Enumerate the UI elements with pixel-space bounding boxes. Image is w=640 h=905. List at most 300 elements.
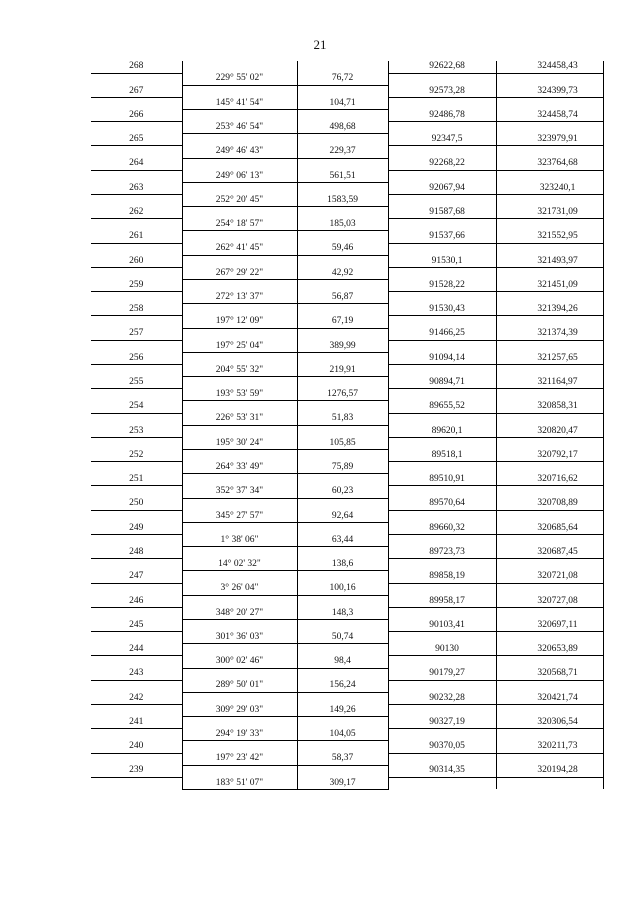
segment-row — [91, 195, 603, 207]
point-number: 251 — [91, 474, 182, 486]
coordinate-y: 323764,68 — [496, 158, 603, 170]
point-number: 241 — [91, 717, 182, 729]
point-number: 247 — [91, 571, 182, 583]
segment-length: 56,87 — [297, 292, 388, 304]
direction-angle: 1° 38' 06" — [182, 534, 297, 546]
coordinate-x: 89858,19 — [388, 571, 496, 583]
segment-length: 104,71 — [297, 97, 388, 109]
coordinate-y: 324458,74 — [496, 110, 603, 122]
segment-length: 50,74 — [297, 632, 388, 644]
empty-cell — [496, 486, 603, 498]
empty-cell — [182, 619, 297, 631]
page-number: 21 — [313, 37, 327, 52]
direction-angle: 249° 06' 13" — [182, 170, 297, 182]
empty-cell — [91, 583, 182, 595]
empty-cell — [388, 437, 496, 449]
segment-length: 149,26 — [297, 704, 388, 716]
segment-row — [91, 583, 603, 595]
coordinate-x: 89570,64 — [388, 498, 496, 510]
empty-cell — [91, 267, 182, 279]
empty-cell — [91, 510, 182, 522]
empty-cell — [297, 85, 388, 97]
empty-cell — [297, 352, 388, 364]
empty-cell — [91, 195, 182, 207]
segment-row — [91, 122, 603, 134]
coordinate-x: 90314,35 — [388, 765, 496, 777]
coordinate-x: 91528,22 — [388, 280, 496, 292]
empty-cell — [91, 413, 182, 425]
point-number: 255 — [91, 377, 182, 389]
empty-cell — [388, 729, 496, 741]
empty-cell — [297, 110, 388, 122]
point-row — [91, 644, 603, 656]
empty-cell — [182, 644, 297, 656]
empty-cell — [496, 219, 603, 231]
empty-cell — [496, 632, 603, 644]
empty-cell — [182, 158, 297, 170]
segment-row — [91, 340, 603, 352]
empty-cell — [182, 182, 297, 194]
empty-cell — [388, 340, 496, 352]
coordinate-x: 90894,71 — [388, 377, 496, 389]
segment-length: 98,4 — [297, 656, 388, 668]
empty-cell — [496, 146, 603, 158]
point-row — [91, 377, 603, 389]
coordinate-x: 91466,25 — [388, 328, 496, 340]
segment-row — [91, 486, 603, 498]
empty-cell — [388, 510, 496, 522]
segment-length: 67,19 — [297, 316, 388, 328]
segment-length: 104,05 — [297, 729, 388, 741]
coordinate-y: 320716,62 — [496, 474, 603, 486]
empty-cell — [297, 401, 388, 413]
segment-length: 105,85 — [297, 437, 388, 449]
point-number: 265 — [91, 134, 182, 146]
point-row — [91, 571, 603, 583]
empty-cell — [182, 207, 297, 219]
point-number: 263 — [91, 182, 182, 194]
empty-cell — [496, 97, 603, 109]
coordinate-y: 320792,17 — [496, 450, 603, 462]
coordinate-x: 91587,68 — [388, 207, 496, 219]
empty-cell — [91, 462, 182, 474]
point-number: 250 — [91, 498, 182, 510]
coordinate-x: 92067,94 — [388, 182, 496, 194]
segment-length: 63,44 — [297, 534, 388, 546]
segment-row — [91, 632, 603, 644]
empty-cell — [297, 134, 388, 146]
coordinate-x: 91530,43 — [388, 304, 496, 316]
coordinates-table-body — [91, 61, 603, 789]
empty-cell — [496, 413, 603, 425]
empty-cell — [297, 182, 388, 194]
empty-cell — [496, 437, 603, 449]
direction-angle: 301° 36' 03" — [182, 632, 297, 644]
point-number: 244 — [91, 644, 182, 656]
coordinate-y: 321731,09 — [496, 207, 603, 219]
empty-cell — [496, 583, 603, 595]
point-number: 245 — [91, 619, 182, 631]
empty-cell — [496, 510, 603, 522]
empty-cell — [496, 753, 603, 765]
empty-cell — [182, 450, 297, 462]
empty-cell — [297, 328, 388, 340]
direction-angle: 14° 02' 32" — [182, 559, 297, 571]
empty-cell — [388, 704, 496, 716]
empty-cell — [297, 717, 388, 729]
point-row — [91, 450, 603, 462]
direction-angle: 267° 29' 22" — [182, 267, 297, 279]
point-row — [91, 255, 603, 267]
point-row — [91, 401, 603, 413]
empty-cell — [496, 462, 603, 474]
coordinate-x: 90232,28 — [388, 692, 496, 704]
coordinate-x: 90327,19 — [388, 717, 496, 729]
empty-cell — [388, 656, 496, 668]
point-number: 239 — [91, 765, 182, 777]
point-row — [91, 231, 603, 243]
empty-cell — [297, 668, 388, 680]
point-number: 261 — [91, 231, 182, 243]
coordinate-y: 320687,45 — [496, 547, 603, 559]
empty-cell — [182, 425, 297, 437]
coordinate-x: 92622,68 — [388, 61, 496, 73]
empty-cell — [496, 170, 603, 182]
direction-angle: 254° 18' 57" — [182, 219, 297, 231]
empty-cell — [182, 280, 297, 292]
empty-cell — [297, 547, 388, 559]
point-number: 248 — [91, 547, 182, 559]
segment-row — [91, 97, 603, 109]
point-number: 266 — [91, 110, 182, 122]
segment-row — [91, 267, 603, 279]
segment-length: 219,91 — [297, 365, 388, 377]
empty-cell — [388, 73, 496, 85]
direction-angle: 352° 37' 34" — [182, 486, 297, 498]
empty-cell — [297, 741, 388, 753]
direction-angle: 264° 33' 49" — [182, 462, 297, 474]
empty-cell — [496, 704, 603, 716]
empty-cell — [496, 534, 603, 546]
segment-row — [91, 777, 603, 789]
point-row — [91, 547, 603, 559]
empty-cell — [297, 522, 388, 534]
segment-length: 148,3 — [297, 607, 388, 619]
empty-cell — [182, 668, 297, 680]
coordinate-y: 320685,64 — [496, 522, 603, 534]
empty-cell — [182, 522, 297, 534]
coordinate-x: 89518,1 — [388, 450, 496, 462]
point-number: 246 — [91, 595, 182, 607]
empty-cell — [182, 717, 297, 729]
direction-angle: 226° 53' 31" — [182, 413, 297, 425]
point-row — [91, 619, 603, 631]
empty-cell — [91, 73, 182, 85]
empty-cell — [297, 425, 388, 437]
empty-cell — [182, 377, 297, 389]
direction-angle: 253° 46' 54" — [182, 122, 297, 134]
point-row — [91, 207, 603, 219]
empty-cell — [182, 498, 297, 510]
coordinate-y: 324458,43 — [496, 61, 603, 73]
coordinate-x: 91530,1 — [388, 255, 496, 267]
empty-cell — [297, 498, 388, 510]
empty-cell — [388, 170, 496, 182]
empty-cell — [182, 134, 297, 146]
direction-angle: 193° 53' 59" — [182, 389, 297, 401]
coordinate-y: 321374,39 — [496, 328, 603, 340]
coordinates-table — [91, 61, 604, 790]
empty-cell — [182, 85, 297, 97]
segment-row — [91, 413, 603, 425]
point-row — [91, 474, 603, 486]
segment-row — [91, 656, 603, 668]
empty-cell — [182, 547, 297, 559]
point-number: 242 — [91, 692, 182, 704]
empty-cell — [388, 680, 496, 692]
empty-cell — [496, 729, 603, 741]
empty-cell — [182, 692, 297, 704]
segment-row — [91, 389, 603, 401]
empty-cell — [91, 292, 182, 304]
coordinate-x: 92486,78 — [388, 110, 496, 122]
point-number: 268 — [91, 61, 182, 73]
empty-cell — [91, 219, 182, 231]
empty-cell — [388, 97, 496, 109]
empty-cell — [388, 316, 496, 328]
empty-cell — [388, 534, 496, 546]
direction-angle: 195° 30' 24" — [182, 437, 297, 449]
empty-cell — [496, 195, 603, 207]
empty-cell — [388, 607, 496, 619]
point-number: 254 — [91, 401, 182, 413]
coordinate-x: 90103,41 — [388, 619, 496, 631]
empty-cell — [182, 595, 297, 607]
segment-length: 76,72 — [297, 73, 388, 85]
empty-cell — [496, 243, 603, 255]
empty-cell — [182, 304, 297, 316]
coordinate-y: 320708,89 — [496, 498, 603, 510]
segment-length: 42,92 — [297, 267, 388, 279]
point-number: 258 — [91, 304, 182, 316]
segment-row — [91, 292, 603, 304]
direction-angle: 345° 27' 57" — [182, 510, 297, 522]
coordinate-y: 321257,65 — [496, 352, 603, 364]
empty-cell — [182, 110, 297, 122]
empty-cell — [388, 583, 496, 595]
segment-row — [91, 753, 603, 765]
empty-cell — [91, 122, 182, 134]
empty-cell — [496, 680, 603, 692]
point-row — [91, 85, 603, 97]
empty-cell — [91, 680, 182, 692]
coordinate-y: 321493,97 — [496, 255, 603, 267]
point-row — [91, 765, 603, 777]
point-number: 259 — [91, 280, 182, 292]
direction-angle: 252° 20' 45" — [182, 195, 297, 207]
empty-cell — [297, 280, 388, 292]
segment-row — [91, 704, 603, 716]
coordinate-y: 320721,08 — [496, 571, 603, 583]
segment-row — [91, 316, 603, 328]
empty-cell — [388, 389, 496, 401]
empty-cell — [182, 352, 297, 364]
empty-cell — [496, 365, 603, 377]
coordinate-x: 89620,1 — [388, 425, 496, 437]
direction-angle: 229° 55' 02" — [182, 73, 297, 85]
empty-cell — [297, 765, 388, 777]
empty-cell — [496, 292, 603, 304]
coordinate-x: 92268,22 — [388, 158, 496, 170]
empty-cell — [91, 365, 182, 377]
segment-length: 58,37 — [297, 753, 388, 765]
empty-cell — [91, 534, 182, 546]
empty-cell — [496, 340, 603, 352]
empty-cell — [297, 255, 388, 267]
point-number: 264 — [91, 158, 182, 170]
empty-cell — [182, 255, 297, 267]
coordinate-y: 320306,54 — [496, 717, 603, 729]
empty-cell — [297, 692, 388, 704]
segment-row — [91, 729, 603, 741]
point-number: 252 — [91, 450, 182, 462]
point-number: 260 — [91, 255, 182, 267]
empty-cell — [297, 304, 388, 316]
empty-cell — [388, 413, 496, 425]
point-row — [91, 425, 603, 437]
point-row — [91, 522, 603, 534]
coordinate-x: 89655,52 — [388, 401, 496, 413]
coordinate-y: 320697,11 — [496, 619, 603, 631]
point-row — [91, 182, 603, 194]
segment-length: 59,46 — [297, 243, 388, 255]
point-row — [91, 61, 603, 73]
segment-row — [91, 243, 603, 255]
empty-cell — [388, 146, 496, 158]
point-row — [91, 352, 603, 364]
point-row — [91, 280, 603, 292]
coordinate-y: 320421,74 — [496, 692, 603, 704]
point-row — [91, 668, 603, 680]
coordinate-y: 321552,95 — [496, 231, 603, 243]
direction-angle: 197° 25' 04" — [182, 340, 297, 352]
coordinate-y: 320820,47 — [496, 425, 603, 437]
coordinate-y: 321394,26 — [496, 304, 603, 316]
coordinate-y: 320568,71 — [496, 668, 603, 680]
empty-cell — [182, 401, 297, 413]
empty-cell — [297, 571, 388, 583]
point-row — [91, 692, 603, 704]
empty-cell — [91, 486, 182, 498]
point-row — [91, 304, 603, 316]
empty-cell — [91, 729, 182, 741]
empty-cell — [388, 267, 496, 279]
segment-length: 51,83 — [297, 413, 388, 425]
empty-cell — [91, 146, 182, 158]
empty-cell — [182, 328, 297, 340]
coordinate-x: 91537,66 — [388, 231, 496, 243]
empty-cell — [388, 365, 496, 377]
point-row — [91, 328, 603, 340]
empty-cell — [297, 474, 388, 486]
empty-cell — [91, 97, 182, 109]
coordinate-y: 320194,28 — [496, 765, 603, 777]
empty-cell — [91, 437, 182, 449]
empty-cell — [388, 462, 496, 474]
point-number: 267 — [91, 85, 182, 97]
coordinate-x: 90370,05 — [388, 741, 496, 753]
segment-length: 309,17 — [297, 777, 388, 789]
direction-angle: 204° 55' 32" — [182, 365, 297, 377]
segment-row — [91, 170, 603, 182]
empty-cell — [388, 486, 496, 498]
coordinate-x: 89723,73 — [388, 547, 496, 559]
empty-cell — [91, 704, 182, 716]
direction-angle: 262° 41' 45" — [182, 243, 297, 255]
empty-cell — [91, 632, 182, 644]
direction-angle: 300° 02' 46" — [182, 656, 297, 668]
segment-row — [91, 437, 603, 449]
coordinate-y: 320858,31 — [496, 401, 603, 413]
coordinate-x: 90130 — [388, 644, 496, 656]
empty-cell — [91, 656, 182, 668]
segment-length: 185,03 — [297, 219, 388, 231]
coordinate-y: 324399,73 — [496, 85, 603, 97]
direction-angle: 289° 50' 01" — [182, 680, 297, 692]
empty-cell — [297, 231, 388, 243]
empty-cell — [496, 656, 603, 668]
empty-cell — [496, 559, 603, 571]
empty-cell — [91, 389, 182, 401]
empty-cell — [496, 607, 603, 619]
direction-angle: 309° 29' 03" — [182, 704, 297, 716]
point-number: 249 — [91, 522, 182, 534]
empty-cell — [91, 340, 182, 352]
coordinate-y: 320727,08 — [496, 595, 603, 607]
point-row — [91, 110, 603, 122]
coordinate-x: 92347,5 — [388, 134, 496, 146]
coordinate-y: 321451,09 — [496, 280, 603, 292]
empty-cell — [388, 243, 496, 255]
segment-row — [91, 219, 603, 231]
point-number: 240 — [91, 741, 182, 753]
empty-cell — [496, 122, 603, 134]
empty-cell — [496, 316, 603, 328]
coordinate-x: 90179,27 — [388, 668, 496, 680]
segment-length: 75,89 — [297, 462, 388, 474]
segment-length: 100,16 — [297, 583, 388, 595]
segment-row — [91, 73, 603, 85]
point-number: 257 — [91, 328, 182, 340]
segment-length: 60,23 — [297, 486, 388, 498]
direction-angle: 249° 46' 43" — [182, 146, 297, 158]
coordinate-x: 89510,91 — [388, 474, 496, 486]
empty-cell — [297, 595, 388, 607]
point-row — [91, 158, 603, 170]
direction-angle: 197° 12' 09" — [182, 316, 297, 328]
empty-cell — [182, 571, 297, 583]
point-row — [91, 595, 603, 607]
point-row — [91, 134, 603, 146]
empty-cell — [182, 231, 297, 243]
segment-length: 561,51 — [297, 170, 388, 182]
empty-cell — [496, 389, 603, 401]
segment-length: 156,24 — [297, 680, 388, 692]
empty-cell — [388, 195, 496, 207]
empty-cell — [297, 158, 388, 170]
point-row — [91, 741, 603, 753]
point-row — [91, 498, 603, 510]
